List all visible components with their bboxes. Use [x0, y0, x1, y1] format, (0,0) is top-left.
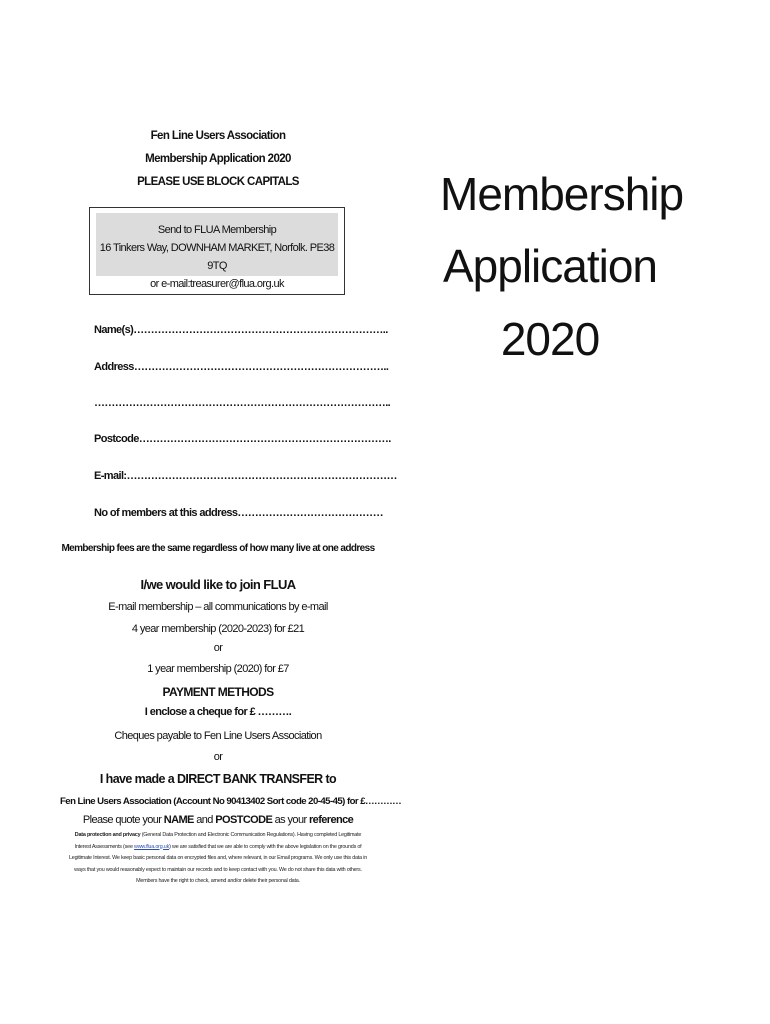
big-title-membership: Membership: [440, 168, 684, 220]
or-separator-1: or: [213, 642, 223, 654]
join-heading: I/we would like to join FLUA: [140, 577, 296, 592]
big-title-application: Application: [442, 240, 658, 292]
form-title: Membership Application 2020: [145, 153, 291, 165]
names-field[interactable]: Name(s)………………………………………………………………..: [94, 324, 388, 336]
bank-transfer-heading: I have made a DIRECT BANK TRANSFER to: [99, 772, 337, 786]
send-to-box-inner: [96, 213, 338, 290]
send-address-line: 16 Tinkers Way, DOWNHAM MARKET, Norfolk. PE38 9TQ: [99, 242, 335, 272]
data-protection-text2: ) we are satisfied that we are able to comply with the above legislation on the grounds of Legitimate Interest. We keep basic personal data on encrypted files and, where relevant, in our Email programs. We only use this data in ways that you would reasonably expect to maintain our records and to keep contact with you. We do not share this data with others. Members have the right to check, amend and/or delete their personal data.: [68, 843, 367, 884]
send-to-line: Send to FLUA Membership: [157, 224, 277, 236]
quote-postcode: POSTCODE: [215, 814, 273, 826]
four-year-option: 4 year membership (2020-2023) for £21: [131, 623, 305, 635]
data-protection-title: Data protection and privacy: [74, 832, 141, 838]
or-separator-2: or: [213, 751, 223, 763]
email-field[interactable]: E-mail:……………………………………………………………………: [94, 470, 397, 482]
one-year-option: 1 year membership (2020) for £7: [147, 663, 289, 675]
quote-reference: reference: [309, 814, 354, 826]
send-email-line: or e-mail:treasurer@flua.org.uk: [150, 278, 284, 290]
cheque-payable-line: Cheques payable to Fen Line Users Association: [114, 730, 322, 742]
big-title-year: 2020: [500, 313, 600, 365]
quote-name: NAME: [163, 814, 194, 826]
payment-heading: PAYMENT METHODS: [162, 685, 274, 699]
data-protection-text1: (General Data Protection and Electronic Communication Regulations). Having completed Legitimate Interest Assessments (see: [74, 832, 362, 850]
fees-note: Membership fees are the same regardless of how many live at one address: [61, 543, 375, 554]
block-capitals-note: PLEASE USE BLOCK CAPITALS: [137, 176, 299, 188]
org-name: Fen Line Users Association: [150, 130, 286, 142]
data-protection-notice: [66, 830, 370, 888]
address-line2-field[interactable]: …………………………………………………………………………..: [94, 397, 391, 409]
members-count-field[interactable]: No of members at this address……………………………………: [94, 507, 383, 519]
address-field[interactable]: Address………………………………………………………………..: [94, 361, 389, 373]
send-to-box: [89, 207, 345, 295]
account-details: Fen Line Users Association (Account No 90413402 Sort code 20-45-45) for £…………: [60, 796, 402, 807]
quote-reference-line: [60, 814, 376, 826]
email-membership-option: E-mail membership – all communications by e-mail: [108, 601, 328, 613]
quote-pre: Please quote your: [82, 814, 164, 826]
quote-and: and: [193, 814, 216, 826]
flua-website-link[interactable]: www.flua.org.uk: [134, 843, 170, 850]
quote-as: as your: [272, 814, 309, 826]
postcode-field[interactable]: Postcode……………………………………………………………….: [94, 433, 391, 445]
cheque-line: I enclose a cheque for £ ……….: [144, 706, 292, 718]
